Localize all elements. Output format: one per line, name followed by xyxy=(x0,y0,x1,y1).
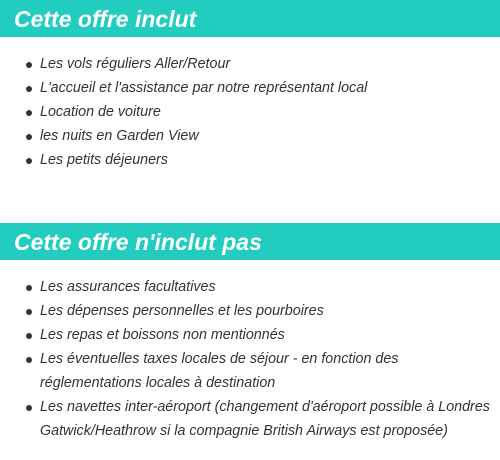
excluded-items-list xyxy=(0,275,500,443)
list-item-label: Les repas et boissons non mentionnés xyxy=(40,327,285,343)
list-item xyxy=(0,323,500,347)
bullet-icon xyxy=(26,134,32,140)
bullet-icon xyxy=(26,158,32,164)
bullet-icon xyxy=(26,110,32,116)
bullet-icon xyxy=(26,405,32,411)
bullet-icon xyxy=(26,285,32,291)
bullet-icon xyxy=(26,309,32,315)
included-section-title: Cette offre inclut xyxy=(0,0,500,37)
list-item xyxy=(0,148,500,172)
list-item-label: Les dépenses personnelles et les pourboires xyxy=(40,303,324,319)
list-item xyxy=(0,347,500,395)
list-item xyxy=(0,100,500,124)
bullet-icon xyxy=(26,86,32,92)
bullet-icon xyxy=(26,357,32,363)
list-item-label: les nuits en Garden View xyxy=(40,128,199,144)
list-item-label: Location de voiture xyxy=(40,104,161,120)
list-item-label: Les navettes inter-aéroport (changement d'aéroport possible à Londres Gatwick/Heathrow si la compagnie British Airways est proposée) xyxy=(40,399,490,439)
list-item-label: Les éventuelles taxes locales de séjour - en fonction des réglementations locales à destination xyxy=(40,351,399,391)
list-item xyxy=(0,124,500,148)
list-item xyxy=(0,275,500,299)
list-item xyxy=(0,299,500,323)
list-item-label: Les petits déjeuners xyxy=(40,152,168,168)
list-item-label: L'accueil et l'assistance par notre représentant local xyxy=(40,80,368,96)
list-item-label: Les vols réguliers Aller/Retour xyxy=(40,56,231,72)
included-items-list xyxy=(0,52,500,172)
list-item-label: Les assurances facultatives xyxy=(40,279,216,295)
list-item xyxy=(0,52,500,76)
list-item xyxy=(0,76,500,100)
list-item xyxy=(0,395,500,443)
excluded-section-title: Cette offre n'inclut pas xyxy=(0,223,500,260)
bullet-icon xyxy=(26,333,32,339)
bullet-icon xyxy=(26,62,32,68)
